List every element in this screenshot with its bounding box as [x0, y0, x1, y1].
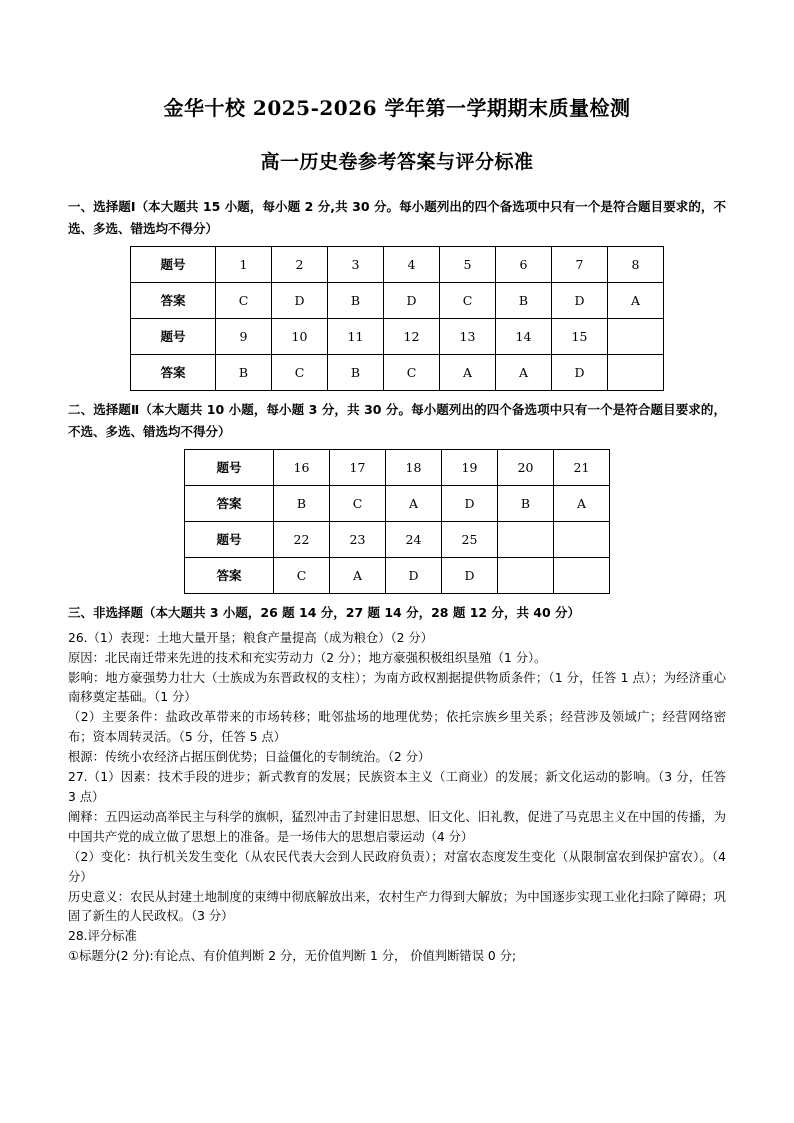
answer-cell: B: [328, 282, 384, 318]
answer-cell: A: [440, 354, 496, 390]
question-number-cell: 3: [328, 246, 384, 282]
answer-cell: C: [440, 282, 496, 318]
answer-cell: D: [384, 282, 440, 318]
question-26-answer: [68, 629, 726, 768]
section-2-heading: 二、选择题Ⅱ（本大题共 10 小题，每小题 3 分，共 30 分。每小题列出的四个备选项中只有一个是符合题目要求的，不选、多选、错选均不得分）: [68, 401, 726, 439]
row-label-question: 题号: [131, 318, 216, 354]
question-number-cell: 12: [384, 318, 440, 354]
table-row: [131, 282, 664, 318]
answer-line: 28.评分标准: [68, 929, 137, 944]
page-subtitle: 高一历史卷参考答案与评分标准: [260, 151, 534, 173]
question-number-cell: 15: [552, 318, 608, 354]
answer-line: ①标题分(2 分):有论点、有价值判断 2 分，无价值判断 1 分， 价值判断错误 0 分;: [68, 949, 517, 964]
question-number-cell: 21: [554, 449, 610, 485]
answer-line: 26.（1）表现：土地大量开垦；粮食产量提高（成为粮仓）（2 分）: [68, 630, 433, 645]
answer-cell: C: [216, 282, 272, 318]
row-label-answer: 答案: [185, 557, 274, 593]
question-number-cell: 17: [330, 449, 386, 485]
question-number-cell: 16: [274, 449, 330, 485]
question-number-cell: 14: [496, 318, 552, 354]
multiple-choice-table-1: [130, 246, 664, 391]
question-number-cell: 7: [552, 246, 608, 282]
question-number-cell: 13: [440, 318, 496, 354]
answer-cell: D: [272, 282, 328, 318]
table-row: [185, 557, 610, 593]
page-title: 金华十校 2025-2026 学年第一学期期末质量检测: [163, 96, 631, 120]
answer-cell: C: [384, 354, 440, 390]
table-row: [131, 354, 664, 390]
answer-line: 阐释：五四运动高举民主与科学的旗帜，猛烈冲击了封建旧思想、旧文化、旧礼教，促进了马克思主义在中国的传播，为中国共产党的成立做了思想上的准备。是一场伟大的思想启蒙运动（4 分）: [68, 809, 726, 844]
answer-cell: B: [328, 354, 384, 390]
question-number-cell: 9: [216, 318, 272, 354]
answer-cell: A: [608, 282, 664, 318]
answer-line: 历史意义：农民从封建土地制度的束缚中彻底解放出来，农村生产力得到大解放；为中国逐步实现工业化扫除了障碍；巩固了新生的人民政权。（3 分）: [68, 889, 726, 924]
row-label-answer: 答案: [131, 282, 216, 318]
answer-line: 根源：传统小农经济占据压倒优势；日益僵化的专制统治。（2 分）: [68, 750, 431, 765]
answer-cell: B: [274, 485, 330, 521]
answer-cell: D: [386, 557, 442, 593]
question-number-cell: 6: [496, 246, 552, 282]
table-row: [131, 246, 664, 282]
question-number-cell: 1: [216, 246, 272, 282]
answer-cell: D: [552, 282, 608, 318]
answer-cell: C: [272, 354, 328, 390]
answer-cell: A: [330, 557, 386, 593]
answer-line: 27.（1）因素：技术手段的进步；新式教育的发展；民族资本主义（工商业）的发展；新文化运动的影响。（3 分，任答 3 点）: [68, 770, 726, 804]
row-label-answer: 答案: [185, 485, 274, 521]
answer-cell: D: [442, 557, 498, 593]
row-label-answer: 答案: [131, 354, 216, 390]
answer-cell-empty: [554, 557, 610, 593]
answer-cell: B: [216, 354, 272, 390]
question-number-cell: 18: [386, 449, 442, 485]
question-number-cell-empty: [554, 521, 610, 557]
answer-line: （2）主要条件：盐政改革带来的市场转移；毗邻盐场的地理优势；依托宗族乡里关系；经营涉及领域广；经营网络密布；资本周转灵活。（5 分，任答 5 点）: [68, 710, 726, 745]
row-label-question: 题号: [185, 449, 274, 485]
answer-cell: A: [496, 354, 552, 390]
answer-cell: A: [386, 485, 442, 521]
table-row: [185, 449, 610, 485]
question-27-answer: [68, 768, 726, 927]
table-row: [185, 521, 610, 557]
answer-cell: B: [498, 485, 554, 521]
table-row: [131, 318, 664, 354]
question-number-cell: 10: [272, 318, 328, 354]
answer-cell-empty: [498, 557, 554, 593]
answer-cell: D: [442, 485, 498, 521]
question-number-cell: 19: [442, 449, 498, 485]
section-3-heading: 三、非选择题（本大题共 3 小题，26 题 14 分，27 题 14 分，28 题 12 分，共 40 分）: [68, 604, 581, 620]
question-number-cell: 23: [330, 521, 386, 557]
answer-line: 影响：地方豪强势力壮大（士族成为东晋政权的支柱）；为南方政权割据提供物质条件；（1 分，任答 1 点）；为经济重心南移奠定基础。（1 分）: [68, 670, 726, 705]
question-number-cell-empty: [498, 521, 554, 557]
question-number-cell: 4: [384, 246, 440, 282]
answer-line: 原因：北民南迁带来先进的技术和充实劳动力（2 分）；地方豪强积极组织垦殖（1 分）。: [68, 650, 547, 665]
question-number-cell: 8: [608, 246, 664, 282]
question-number-cell: 25: [442, 521, 498, 557]
row-label-question: 题号: [131, 246, 216, 282]
question-number-cell: 20: [498, 449, 554, 485]
answer-cell: C: [330, 485, 386, 521]
question-number-cell-empty: [608, 318, 664, 354]
question-28-answer: [68, 927, 726, 967]
answer-cell: B: [496, 282, 552, 318]
multiple-choice-table-2: [184, 449, 610, 594]
question-number-cell: 11: [328, 318, 384, 354]
answer-cell-empty: [608, 354, 664, 390]
question-number-cell: 2: [272, 246, 328, 282]
answer-cell: C: [274, 557, 330, 593]
question-number-cell: 22: [274, 521, 330, 557]
row-label-question: 题号: [185, 521, 274, 557]
question-number-cell: 5: [440, 246, 496, 282]
answer-line: （2）变化：执行机关发生变化（从农民代表大会到人民政府负责）；对富农态度发生变化（从限制富农到保护富农）。（4 分）: [68, 849, 726, 884]
table-row: [185, 485, 610, 521]
question-number-cell: 24: [386, 521, 442, 557]
answer-cell: A: [554, 485, 610, 521]
section-1-heading: 一、选择题Ⅰ（本大题共 15 小题，每小题 2 分,共 30 分。每小题列出的四个备选项中只有一个是符合题目要求的，不选、多选、错选均不得分）: [68, 199, 726, 236]
answer-cell: D: [552, 354, 608, 390]
